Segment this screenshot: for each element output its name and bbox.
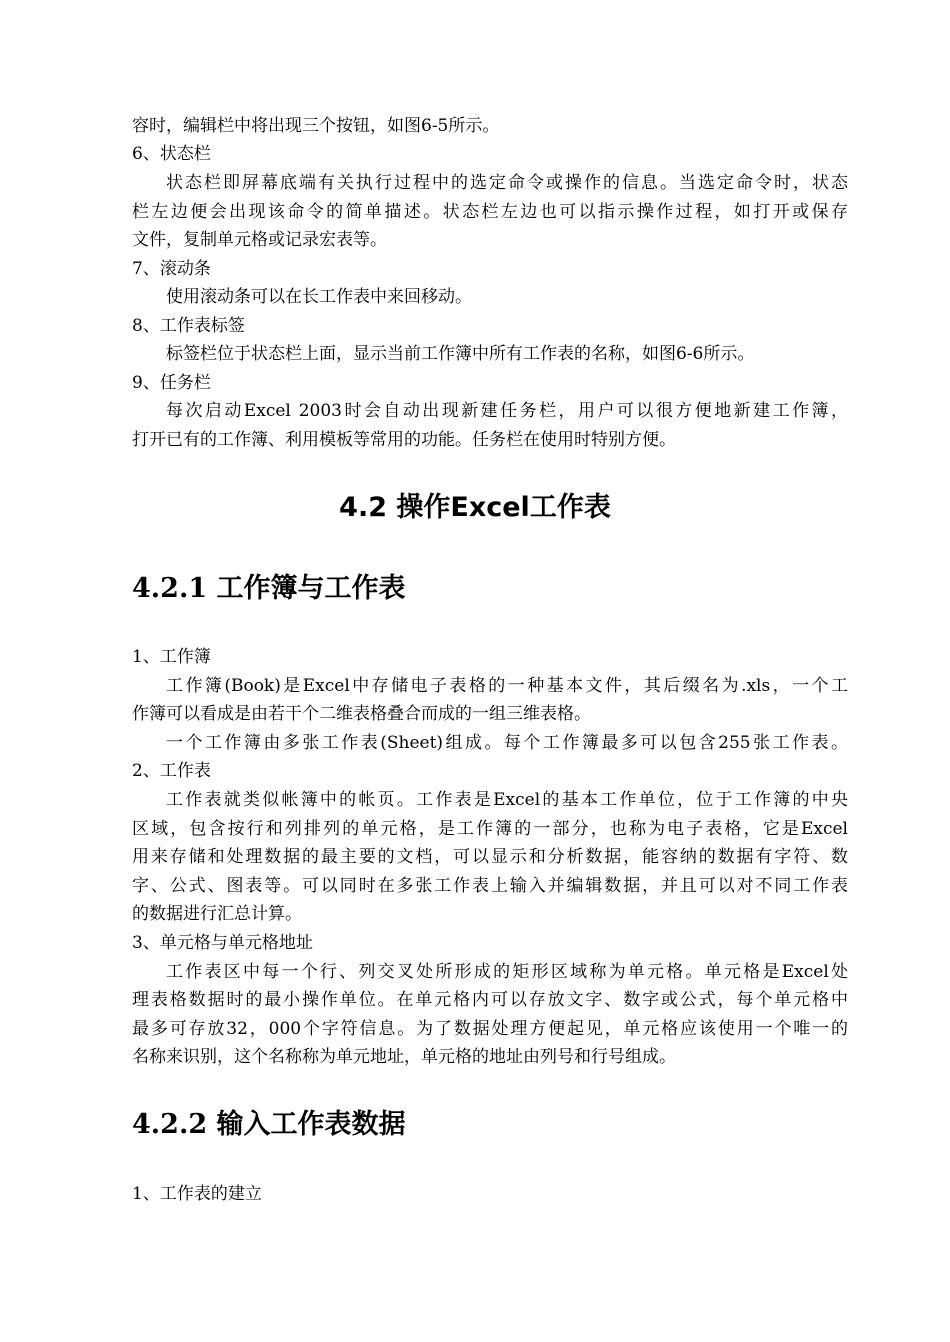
text-line: 每次启动Excel 2003时会自动出现新建任务栏，用户可以很方便地新建工作簿， [166,401,848,421]
text-line: 工作表区中每一个行、列交叉处所形成的矩形区域称为单元格。单元格是Excel处 [166,962,848,982]
text-line: 名称来识别，这个名称称为单元地址，单元格的地址由列号和行号组成。 [132,1047,676,1067]
list-heading-create-sheet: 1、工作表的建立 [132,1184,262,1204]
text-line: 区域，包含按行和列排列的单元格，是工作簿的一部分，也称为电子表格，它是Excel [132,819,848,839]
text-line: 作簿可以看成是由若干个二维表格叠合而成的一组三维表格。 [132,704,591,724]
list-heading-status-bar: 6、状态栏 [132,144,211,164]
list-heading-worksheet: 2、工作表 [132,761,211,781]
list-heading-cell-address: 3、单元格与单元格地址 [132,933,313,953]
text-line: 状态栏即屏幕底端有关执行过程中的选定命令或操作的信息。当选定命令时，状态 [166,173,848,193]
subsection-heading: 4.2.1 工作簿与工作表 [132,573,406,604]
text-line: 工作簿(Book)是Excel中存储电子表格的一种基本文件，其后缀名为.xls，一个工 [166,676,848,696]
text-line: 用来存储和处理数据的最主要的文档，可以显示和分析数据，能容纳的数据有字符、数 [132,847,848,867]
list-heading-sheet-tabs: 8、工作表标签 [132,316,245,336]
list-heading-scrollbar: 7、滚动条 [132,259,211,279]
text-line: 标签栏位于状态栏上面，显示当前工作簿中所有工作表的名称，如图6-6所示。 [166,344,755,364]
text-line: 栏左边便会出现该命令的简单描述。状态栏左边也可以指示操作过程，如打开或保存 [132,202,848,222]
list-heading-workbook: 1、工作簿 [132,647,211,667]
text-line: 字、公式、图表等。可以同时在多张工作表上输入并编辑数据，并且可以对不同工作表 [132,876,848,896]
text-line: 打开已有的工作簿、利用模板等常用的功能。任务栏在使用时特别方便。 [132,430,676,450]
text-line: 使用滚动条可以在长工作表中来回移动。 [166,287,472,307]
text-line: 一个工作簿由多张工作表(Sheet)组成。每个工作簿最多可以包含255张工作表。 [166,733,848,753]
text-line: 最多可存放32，000个字符信息。为了数据处理方便起见，单元格应该使用一个唯一的 [132,1019,848,1039]
text-line: 工作表就类似帐簿中的帐页。工作表是Excel的基本工作单位，位于工作簿的中央 [166,790,848,810]
subsection-heading: 4.2.2 输入工作表数据 [132,1109,406,1140]
list-heading-task-pane: 9、任务栏 [132,373,211,393]
text-line: 文件，复制单元格或记录宏表等。 [132,230,387,250]
section-heading: 4.2 操作Excel工作表 [339,492,611,523]
text-line: 的数据进行汇总计算。 [132,904,302,924]
text-line: 容时，编辑栏中将出现三个按钮，如图6-5所示。 [132,116,500,136]
text-line: 理表格数据时的最小操作单位。在单元格内可以存放文字、数字或公式，每个单元格中 [132,990,848,1010]
